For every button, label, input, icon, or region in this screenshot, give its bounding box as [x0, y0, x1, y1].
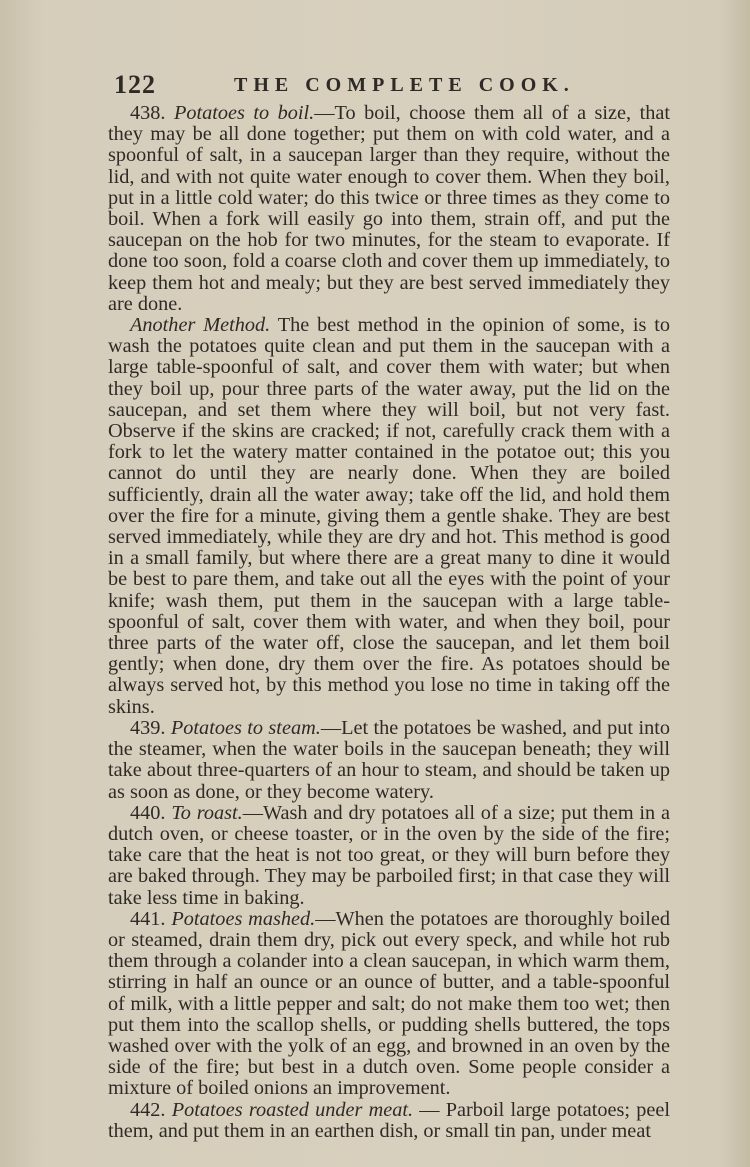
paragraph-439 [108, 718, 670, 803]
running-title: THE COMPLETE COOK. [234, 74, 575, 96]
page-header [84, 70, 684, 104]
recipe-text: The best method in the opinion of some, is to wash the potatoes quite clean and put them in the saucepan with a large table-spoonful of salt, and cover them with water; but when they boil up, pour three parts of the water away, put the lid on the saucepan, and set them where they will boil, but not very fast. Observe if the skins are cracked; if not, carefully crack them with a fork to let the watery matter contained in the potatoe out; this you cannot do until they are nearly done. When they are boiled sufficiently, drain all the water away; take off the lid, and hold them over the fire for a minute, giving them a gentle shake. They are best served immediately, while they are dry and hot. This method is good in a small family, but where there are a great many to dine it would be best to pare them, and take out all the eyes with the point of your knife; wash them, put them in the saucepan with a large table-spoonful of salt, cover them with water, and when they boil, pour three parts of the water off, close the saucepan, and let them boil gently; when done, dry them over the fire. As potatoes should be always served hot, by this method you lose no time in taking off the skins. [108, 314, 670, 718]
recipe-text: —To boil, choose them all of a size, that they may be all done together; put them on with cold water, and a spoonful of salt, in a saucepan larger than they require, without the lid, and with not quite water enough to cover them. When they boil, put in a little cold water; do this twice or three times as they come to boil. When a fork will easily go into them, strain off, and put the saucepan on the hob for two minutes, for the steam to evaporate. If done too soon, fold a coarse cloth and cover them up immediately, to keep them hot and mealy; but they are best served immediately they are done. [108, 102, 670, 315]
page-number: 122 [114, 70, 156, 99]
recipe-text: —Wash and dry potatoes all of a size; put them in a dutch oven, or cheese toaster, or in the oven by the side of the fire; take care that the heat is not too great, or they will burn before they are baked through. They may be parboiled first; in that case they will take less time in baking. [108, 801, 670, 909]
recipe-title: Potatoes mashed. [171, 907, 316, 930]
recipe-title: To roast. [171, 801, 243, 824]
paragraph-another-method [108, 315, 670, 718]
recipe-text: —Let the potatoes be washed, and put into the steamer, when the water boils in the saucepan beneath; they will take about three-quarters of an hour to steam, and should be taken up as soon as done, or they become watery. [108, 716, 670, 803]
recipe-number: 442. [130, 1098, 166, 1121]
recipe-title: Another Method. [130, 314, 271, 337]
recipe-number: 441. [130, 907, 166, 930]
paragraph-442 [108, 1100, 670, 1142]
recipe-text: — Parboil large potatoes; peel them, and put them in an earthen dish, or small tin pan, under meat [108, 1098, 671, 1142]
recipe-text: —When the potatoes are thoroughly boiled or steamed, drain them dry, pick out every speck, and while hot rub them through a colander into a clean saucepan, in which warm them, stirring in half an ounce or an ounce of butter, and a table-spoonful of milk, with a little pepper and salt; do not make them too wet; then put them into the scallop shells, or pudding shells buttered, the tops washed over with the yolk of an egg, and browned in an oven by the side of the fire; but best in a dutch oven. Some people consider a mixture of boiled onions an improvement. [108, 907, 670, 1100]
recipe-title: Potatoes roasted under meat. [171, 1098, 414, 1121]
recipe-number: 439. [130, 716, 166, 739]
recipe-title: Potatoes to steam. [170, 716, 321, 739]
paragraph-441 [108, 909, 670, 1100]
paragraph-438 [108, 103, 670, 315]
paragraph-440 [108, 803, 670, 909]
recipe-title: Potatoes to boil. [173, 102, 315, 124]
recipe-number: 438. [130, 102, 166, 124]
recipe-number: 440. [130, 801, 166, 824]
page-body [108, 103, 670, 1142]
